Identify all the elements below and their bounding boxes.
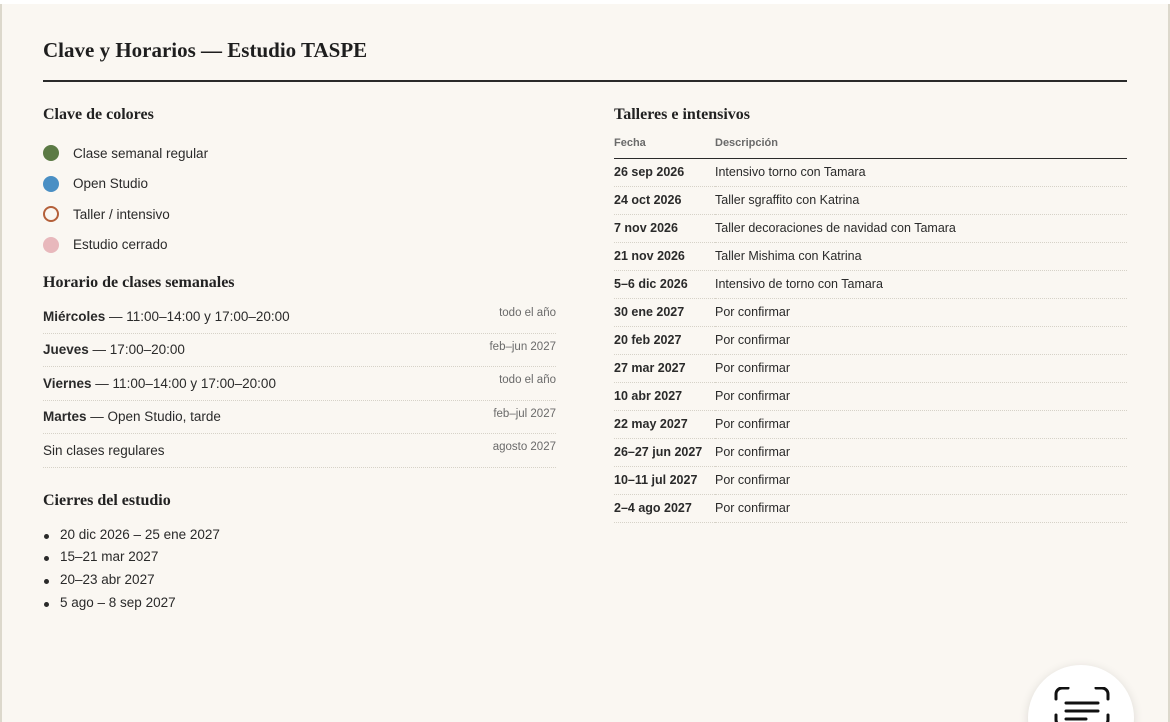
workshop-date: 22 may 2027 xyxy=(614,410,715,438)
schedule-note: agosto 2027 xyxy=(492,441,556,454)
schedule-day: Viernes xyxy=(43,375,92,391)
table-row xyxy=(614,494,1127,522)
schedule-detail: — 11:00–14:00 y 17:00–20:00 xyxy=(91,375,276,391)
legend-heading: Clave de colores xyxy=(43,106,154,123)
schedule-row xyxy=(43,434,556,468)
schedule-note: todo el año xyxy=(499,307,556,320)
workshop-date: 7 nov 2026 xyxy=(614,214,715,242)
workshop-date: 10–11 jul 2027 xyxy=(614,466,715,494)
legend-swatch-ring xyxy=(43,206,59,222)
legend-label: Estudio cerrado xyxy=(73,237,168,253)
workshop-date: 20 feb 2027 xyxy=(614,326,715,354)
column-header-date: Fecha xyxy=(614,136,715,158)
workshop-description: Por confirmar xyxy=(715,354,1127,382)
workshop-description: Por confirmar xyxy=(715,438,1127,466)
table-row xyxy=(614,158,1127,186)
schedule-detail: — 11:00–14:00 y 17:00–20:00 xyxy=(105,308,290,324)
title-divider xyxy=(43,80,1127,82)
left-column xyxy=(43,106,556,614)
table-row xyxy=(614,466,1127,494)
schedule-day: Miércoles xyxy=(43,308,106,324)
schedule-text xyxy=(43,443,165,458)
workshop-date: 26 sep 2026 xyxy=(614,158,715,186)
legend-label: Open Studio xyxy=(73,176,149,192)
workshop-description: Intensivo torno con Tamara xyxy=(715,158,1127,186)
legend-label: Taller / intensivo xyxy=(73,206,170,222)
table-row xyxy=(614,382,1127,410)
workshop-date: 21 nov 2026 xyxy=(614,242,715,270)
table-row xyxy=(614,214,1127,242)
workshops-table xyxy=(614,136,1127,523)
schedule-text xyxy=(43,342,185,357)
color-legend xyxy=(43,138,556,260)
schedule-note: feb–jun 2027 xyxy=(489,340,556,353)
workshop-description: Por confirmar xyxy=(715,494,1127,522)
closures-heading: Cierres del estudio xyxy=(43,491,171,509)
closure-item: 20 dic 2026 – 25 ene 2027 xyxy=(43,524,556,547)
workshop-description: Intensivo de torno con Tamara xyxy=(715,270,1127,298)
workshop-date: 10 abr 2027 xyxy=(614,382,715,410)
schedule-detail: — 17:00–20:00 xyxy=(88,342,185,358)
table-row xyxy=(614,438,1127,466)
page-title: Clave y Horarios — Estudio TASPE xyxy=(43,38,368,62)
schedule-row xyxy=(43,401,556,435)
closure-item: 5 ago – 8 sep 2027 xyxy=(43,592,556,615)
text-scan-icon xyxy=(1053,687,1111,722)
right-column xyxy=(614,106,1127,523)
table-row xyxy=(614,298,1127,326)
legend-item xyxy=(43,199,556,230)
schedule-row xyxy=(43,334,556,368)
workshop-date: 27 mar 2027 xyxy=(614,354,715,382)
legend-item xyxy=(43,138,556,169)
schedule-text xyxy=(43,309,290,324)
legend-swatch-blue xyxy=(43,176,59,192)
workshop-date: 5–6 dic 2026 xyxy=(614,270,715,298)
closures-list xyxy=(43,524,556,615)
legend-item xyxy=(43,230,556,261)
schedule-heading: Horario de clases semanales xyxy=(43,274,235,291)
workshop-date: 2–4 ago 2027 xyxy=(614,494,715,522)
schedule-text xyxy=(43,409,221,424)
schedule-text xyxy=(43,376,276,391)
workshop-date: 30 ene 2027 xyxy=(614,298,715,326)
closure-item: 20–23 abr 2027 xyxy=(43,569,556,592)
workshop-description: Por confirmar xyxy=(715,326,1127,354)
workshop-date: 24 oct 2026 xyxy=(614,186,715,214)
table-row xyxy=(614,326,1127,354)
workshop-description: Por confirmar xyxy=(715,410,1127,438)
workshop-date: 26–27 jun 2027 xyxy=(614,438,715,466)
table-row xyxy=(614,270,1127,298)
workshops-heading: Talleres e intensivos xyxy=(614,106,751,123)
table-header-row xyxy=(614,136,1127,158)
workshop-description: Por confirmar xyxy=(715,298,1127,326)
legend-label: Clase semanal regular xyxy=(73,145,209,161)
schedule-note: feb–jul 2027 xyxy=(493,407,556,420)
table-row xyxy=(614,354,1127,382)
column-header-description: Descripción xyxy=(715,136,1127,158)
workshop-description: Taller sgraffito con Katrina xyxy=(715,186,1127,214)
schedule-detail: — Open Studio, tarde xyxy=(86,409,221,425)
workshop-description: Taller decoraciones de navidad con Tamara xyxy=(715,214,1127,242)
legend-item xyxy=(43,169,556,200)
table-row xyxy=(614,186,1127,214)
schedule-row xyxy=(43,300,556,334)
table-row xyxy=(614,410,1127,438)
workshop-description: Por confirmar xyxy=(715,382,1127,410)
legend-swatch-green xyxy=(43,145,59,161)
table-row xyxy=(614,242,1127,270)
workshop-description: Taller Mishima con Katrina xyxy=(715,242,1127,270)
schedule-detail: Sin clases regulares xyxy=(43,442,165,458)
weekly-schedule xyxy=(43,300,556,468)
schedule-day: Jueves xyxy=(43,342,89,358)
workshop-description: Por confirmar xyxy=(715,466,1127,494)
schedule-note: todo el año xyxy=(499,374,556,387)
schedule-row xyxy=(43,367,556,401)
legend-swatch-pink xyxy=(43,237,59,253)
schedule-day: Martes xyxy=(43,409,87,425)
closure-item: 15–21 mar 2027 xyxy=(43,546,556,569)
